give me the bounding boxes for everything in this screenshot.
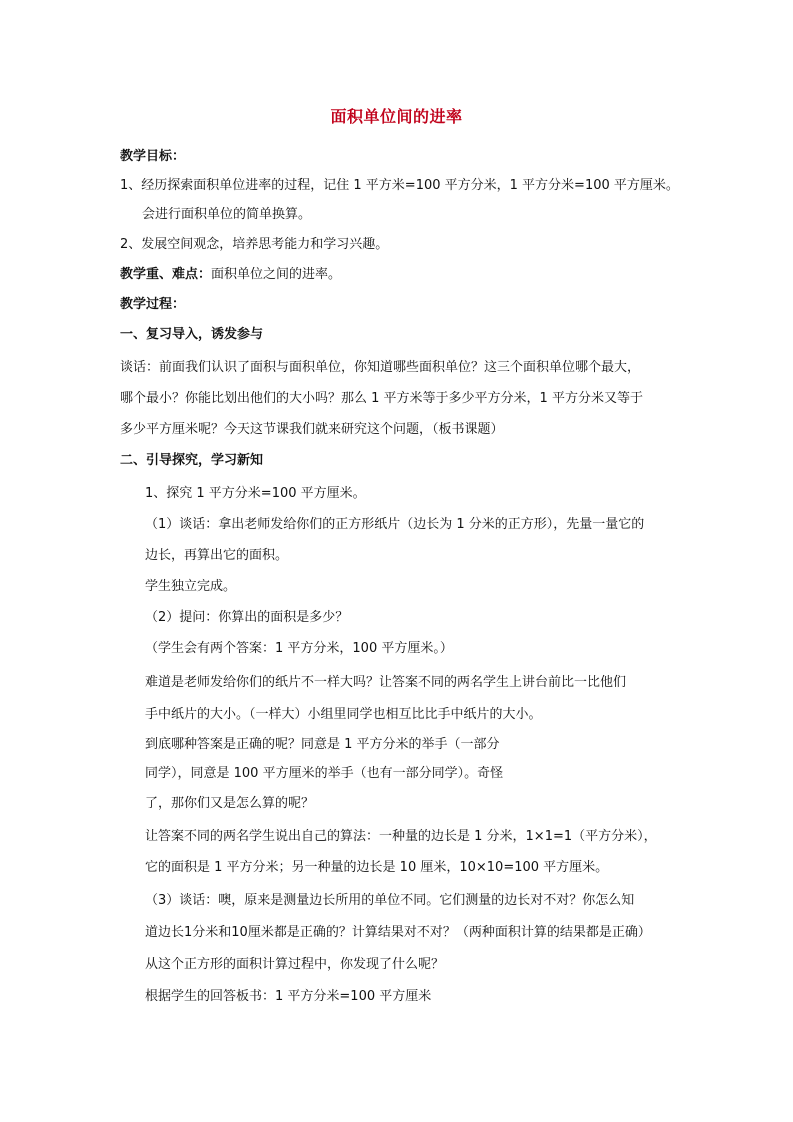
paragraph-line: 它的面积是 1 平方分米；另一种量的边长是 10 厘米，10×10=100 平方厘米。 [145, 860, 609, 875]
paragraph-line: 根据学生的回答板书：1 平方分米=100 平方厘米 [145, 989, 432, 1004]
key-points-text: 面积单位之间的进率。 [211, 267, 342, 282]
paragraph-line: 手中纸片的大小。（一样大）小组里同学也相互比比手中纸片的大小。 [145, 707, 542, 722]
paragraph-line: （2）提问：你算出的面积是多少？ [145, 610, 349, 625]
paragraph-line: 同学），同意是 100 平方厘米的举手（也有一部分同学）。奇怪 [145, 766, 504, 781]
paragraph-line: 谈话：前面我们认识了面积与面积单位，你知道哪些面积单位？这三个面积单位哪个最大， [120, 360, 641, 375]
goal-line-1-continued: 会进行面积单位的简单换算。 [142, 207, 312, 222]
goal-line-1: 1、经历探索面积单位进率的过程，记住 1 平方米=100 平方分米，1 平方分米=100 平方厘米。 [120, 178, 679, 193]
paragraph-line: 多少平方厘米呢？今天这节课我们就来研究这个问题，（板书课题） [120, 422, 504, 437]
goal-line-2: 2、发展空间观念，培养思考能力和学习兴趣。 [120, 237, 389, 252]
paragraph-line: 哪个最小？你能比划出他们的大小吗？那么 1 平方米等于多少平方分米，1 平方分米又等于 [120, 391, 643, 406]
paragraph-line: 边长，再算出它的面积。 [145, 548, 289, 563]
paragraph-line: （3）谈话：噢，原来是测量边长所用的单位不同。它们测量的边长对不对？你怎么知 [145, 893, 635, 908]
heading-teaching-process: 教学过程： [120, 297, 186, 312]
paragraph-line: （1）谈话：拿出老师发给你们的正方形纸片（边长为 1 分米的正方形），先量一量它的 [145, 517, 645, 532]
paragraph-line: （学生会有两个答案：1 平方分米，100 平方厘米。） [145, 641, 453, 656]
document-title: 面积单位间的进率 [330, 107, 463, 126]
paragraph-line: 到底哪种答案是正确的呢？同意是 1 平方分米的举手（一部分 [145, 737, 500, 752]
paragraph-line: 让答案不同的两名学生说出自己的算法：一种量的边长是 1 分米，1×1=1（平方分米）， [145, 829, 657, 844]
section-heading-review: 一、复习导入，诱发参与 [120, 327, 264, 342]
key-points-row [120, 266, 341, 284]
paragraph-line: 学生独立完成。 [145, 579, 237, 594]
section-heading-explore: 二、引导探究，学习新知 [120, 453, 264, 468]
paragraph-line: 难道是老师发给你们的纸片不一样大吗？让答案不同的两名学生上讲台前比一比他们 [145, 675, 627, 690]
heading-key-points: 教学重、难点： [120, 267, 212, 282]
heading-teaching-goals: 教学目标： [120, 149, 186, 164]
paragraph-line: 从这个正方形的面积计算过程中，你发现了什么呢？ [145, 957, 445, 972]
paragraph-line: 道边长1分米和10厘米都是正确的？计算结果对不对？（两种面积计算的结果都是正确） [145, 925, 651, 940]
paragraph-line: 1、探究 1 平方分米=100 平方厘米。 [145, 486, 366, 501]
paragraph-line: 了，那你们又是怎么算的呢？ [145, 796, 315, 811]
